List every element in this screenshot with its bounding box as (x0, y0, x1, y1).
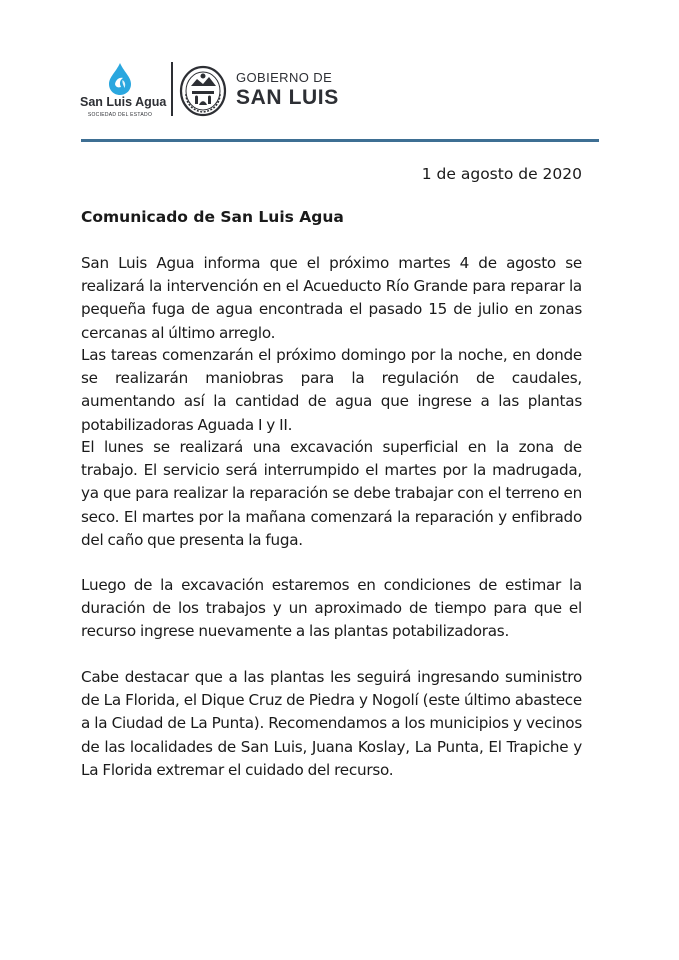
letterhead (0, 0, 679, 140)
paragraph-1: San Luis Agua informa que el próximo martes 4 de agosto se realizará la intervención en el Acueducto Río Grande para reparar la pequeña fuga de agua encontrada el pasado 15 de julio en zonas cercanas al último arreglo. (81, 254, 582, 342)
gobierno-san-luis-logo (236, 70, 339, 110)
document-date: 1 de agosto de 2020 (421, 165, 582, 183)
paragraph-2: Las tareas comenzarán el próximo domingo por la noche, en donde se realizarán maniobras para la regulación de caudales, aumentando así la cantidad de agua que ingrese a las plantas potabilizadoras Aguada I y II. (81, 346, 582, 434)
paragraph-5: Cabe destacar que a las plantas les seguirá ingresando suministro de La Florida, el Dique Cruz de Piedra y Nogolí (este último abastece a la Ciudad de La Punta). Recomendamos a los municipios y vecinos de las localidades de San Luis, Juana Koslay, La Punta, El Trapiche y La Florida extremar el cuidado del recurso. (81, 668, 582, 779)
san-luis-agua-logo (80, 62, 167, 122)
document-title: Comunicado de San Luis Agua (81, 208, 344, 226)
header-rule (81, 139, 599, 142)
gov-logo-line1: GOBIERNO DE (236, 70, 333, 85)
logo-divider (171, 62, 173, 116)
sla-logo-name: San Luis Agua (80, 95, 167, 109)
sla-logo-subtitle: SOCIEDAD DEL ESTADO (87, 112, 153, 118)
paragraph-3: El lunes se realizará una excavación superficial en la zona de trabajo. El servicio será interrumpido el martes por la madrugada, ya que para realizar la reparación se debe trabajar con el terreno en seco. El martes por la mañana comenzará la reparación y enfibrado del caño que presenta la fuga. (81, 438, 582, 549)
provincial-seal-icon (178, 64, 228, 118)
paragraph-4: Luego de la excavación estaremos en condiciones de estimar la duración de los trabajos y un aproximado de tiempo para que el recurso ingrese nuevamente a las plantas potabilizadoras. (81, 576, 582, 641)
gov-logo-line2: SAN LUIS (236, 86, 339, 109)
water-drop-icon (106, 62, 134, 96)
